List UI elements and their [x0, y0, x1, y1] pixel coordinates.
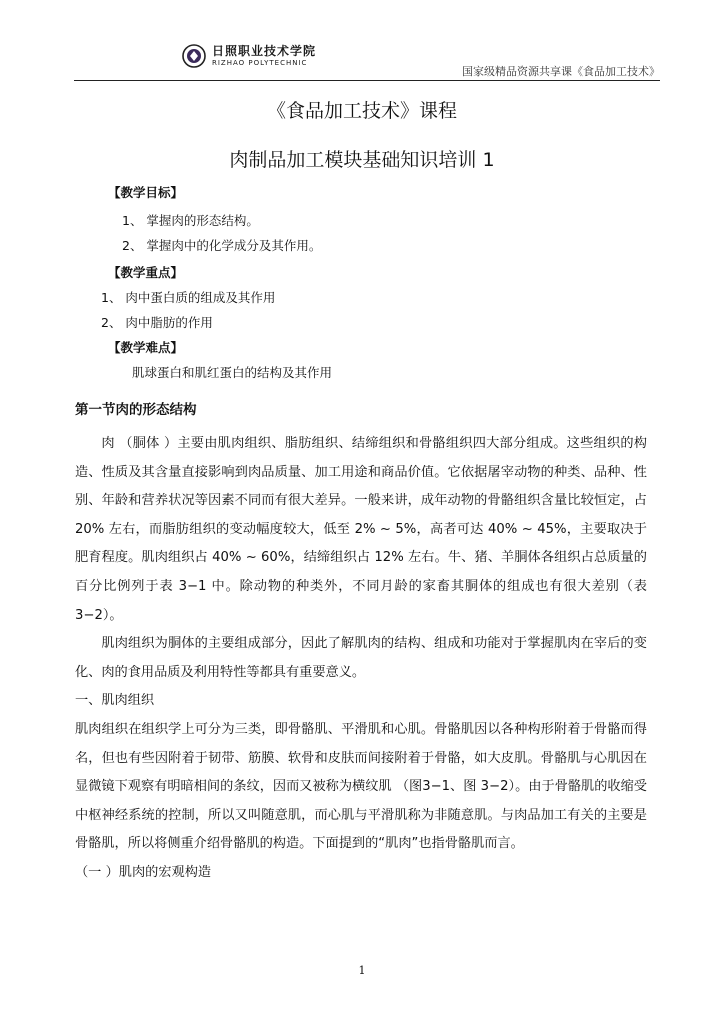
course-note: 国家级精品资源共享课《食品加工技术》: [462, 65, 660, 78]
logo-english-name: RIZHAO POLYTECHNIC: [212, 59, 308, 67]
key-point-item: 1、 肉中蛋白质的组成及其作用: [101, 290, 276, 305]
logo-chinese-name: 日照职业技术学院: [212, 44, 317, 58]
key-points-heading: 【教学重点】: [108, 265, 184, 280]
school-logo: [182, 40, 372, 74]
subsection-heading: 一、肌肉组织: [75, 693, 155, 709]
body-text: [75, 430, 647, 888]
difficulty-item: 肌球蛋白和肌红蛋白的结构及其作用: [132, 365, 333, 380]
difficulties-heading: 【教学难点】: [108, 340, 184, 355]
module-title: 肉制品加工模块基础知识培训 1: [229, 149, 495, 171]
paragraph-tissue-composition: 肉 （胴体 ）主要由肌肉组织、脂肪组织、结缔组织和骨骼组织四大部分组成。这些组织的构造、性质及其含量直接影响到肉品质量、加工用途和商品价值。它依据屠宰动物的种类、品种、性别、年龄和营养状况等因素不同而有很大差异。一般来讲，成年动物的骨骼组织含量比较恒定，占 20% 左右，而脂肪组织的变动幅度较大，低至 2% ~ 5%，高者可达 40% ~ 45%，主要取决于肥育程度。肌肉组织占 40% ~ 60%，结缔组织占 12% 左右。牛、猪、羊胴体各组织占总质量的百分比例列于表 3−1 中。除动物的种类外，不同月龄的家畜其胴体的组成也有很大差别（表 3−2）。: [75, 436, 647, 623]
paragraph-muscle-importance: 肌肉组织为胴体的主要组成部分，因此了解肌肉的结构、组成和功能对于掌握肌肉在宰后的变化、肉的食用品质及利用特性等都具有重要意义。: [75, 636, 647, 680]
page-header: [74, 38, 660, 81]
course-title: 《食品加工技术》课程: [266, 100, 457, 122]
school-emblem-icon: [182, 44, 206, 68]
objectives-heading: 【教学目标】: [108, 185, 184, 200]
page-number: 1: [358, 964, 366, 977]
key-point-item: 2、 肉中脂肪的作用: [101, 315, 213, 330]
objective-item: 2、 掌握肉中的化学成分及其作用。: [122, 238, 322, 253]
objective-item: 1、 掌握肉的形态结构。: [122, 213, 259, 228]
subsection-heading: （一 ）肌肉的宏观构造: [75, 864, 212, 880]
section-heading: 第一节肉的形态结构: [75, 402, 197, 418]
paragraph-muscle-types: 肌肉组织在组织学上可分为三类，即骨骼肌、平滑肌和心肌。骨骼肌因以各种构形附着于骨骼而得名，但也有些因附着于韧带、筋膜、软骨和皮肤而间接附着于骨骼，如大皮肌。骨骼肌与心肌因在显微镜下观察有明暗相间的条纹，因而又被称为横纹肌 （图3−1、图 3−2）。由于骨骼肌的收缩受中枢神经系统的控制，所以又叫随意肌，而心肌与平滑肌称为非随意肌。与肉品加工有关的主要是骨骼肌，所以将侧重介绍骨骼肌的构造。下面提到的“肌肉”也指骨骼肌而言。: [75, 721, 647, 852]
